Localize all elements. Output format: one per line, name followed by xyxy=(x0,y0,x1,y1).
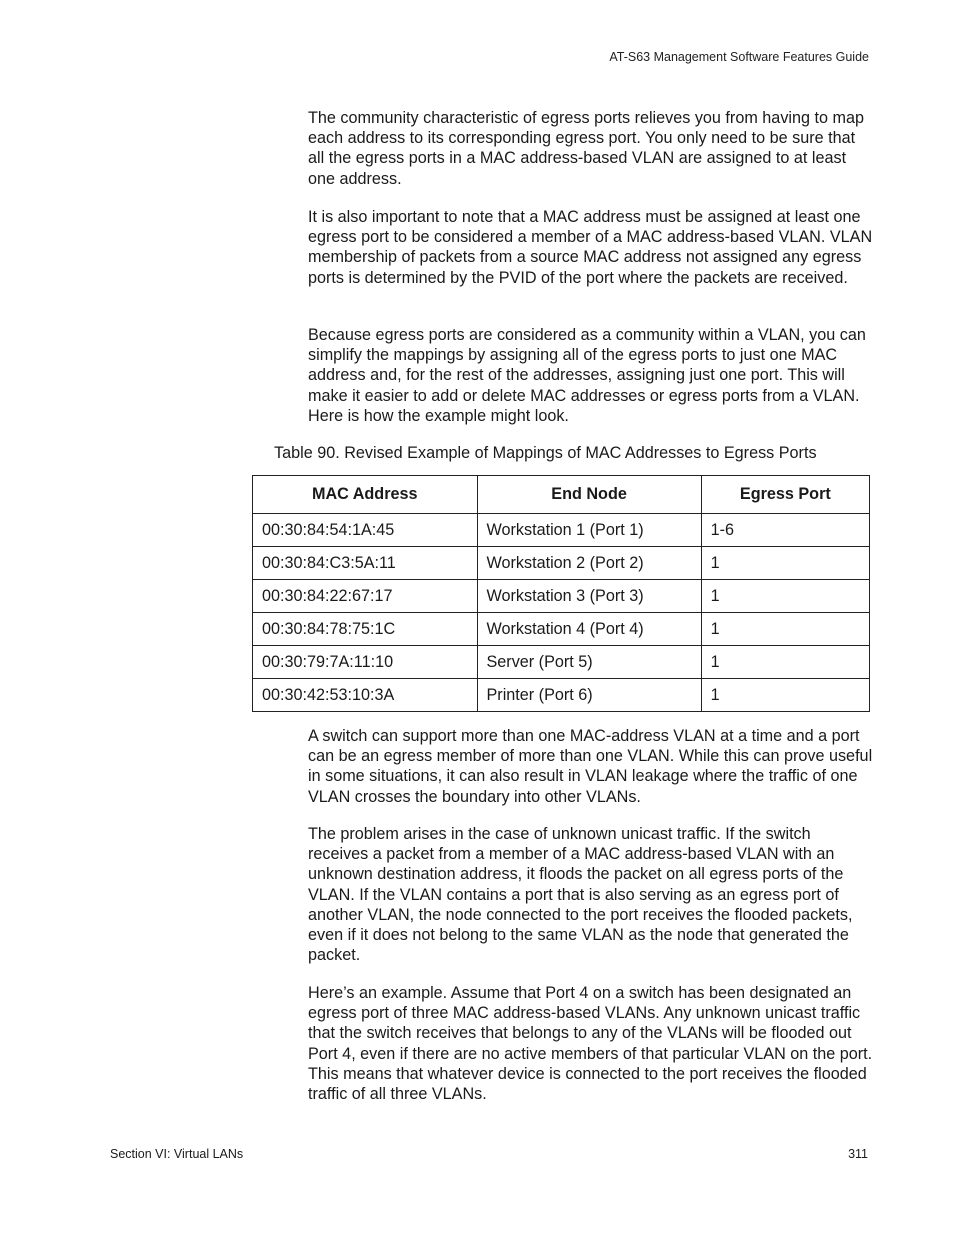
paragraph-example: Here’s an example. Assume that Port 4 on a switch has been designated an egress port of three MAC address-based VLANs. Any unknown unicast traffic that the switch receives that belongs to any of the VLANs will be flooded out Port 4, even if there are no active members of that particular VLAN on the port. This means that whatever device is connected to the port receives the flooded traffic of all three VLANs. xyxy=(308,984,873,1104)
table-cell: 00:30:84:78:75:1C xyxy=(253,613,478,646)
table-row xyxy=(253,613,870,646)
table-caption: Table 90. Revised Example of Mappings of MAC Addresses to Egress Ports xyxy=(274,444,817,462)
table-cell: 00:30:84:C3:5A:11 xyxy=(253,547,478,580)
table-cell: 1-6 xyxy=(701,514,869,547)
table-cell: 00:30:42:53:10:3A xyxy=(253,679,478,712)
table-cell: 1 xyxy=(701,613,869,646)
table-cell: 00:30:79:7A:11:10 xyxy=(253,646,478,679)
mac-mapping-table xyxy=(252,475,870,712)
table-cell: 1 xyxy=(701,547,869,580)
page-number: 311 xyxy=(848,1147,868,1161)
paragraph-mac-assignment: It is also important to note that a MAC address must be assigned at least one egress port to be considered a member of a MAC address-based VLAN. VLAN membership of packets from a source MAC address not assigned any egress ports is determined by the PVID of the port where the packets are received. xyxy=(308,208,873,287)
paragraph-unknown-unicast: The problem arises in the case of unknown unicast traffic. If the switch receives a packet from a member of a MAC address-based VLAN with an unknown destination address, it floods the packet on all egress ports of the VLAN. If the VLAN contains a port that is also serving as an egress port of another VLAN, the node connected to the port receives the flooded packets, even if it does not belong to the same VLAN as the node that generated the packet. xyxy=(308,825,853,965)
paragraph-multiple-vlans: A switch can support more than one MAC-address VLAN at a time and a port can be an egress member of more than one VLAN. While this can prove useful in some situations, it can also result in VLAN leakage where the traffic of one VLAN crosses the boundary into other VLANs. xyxy=(308,727,873,806)
paragraph-community: The community characteristic of egress ports relieves you from having to map each address to its corresponding egress port. You only need to be sure that all the egress ports in a MAC address-based VLAN are assigned to at least one address. xyxy=(308,109,864,188)
column-header: Egress Port xyxy=(701,476,869,514)
table-row xyxy=(253,547,870,580)
column-header: MAC Address xyxy=(253,476,478,514)
table-cell: 00:30:84:54:1A:45 xyxy=(253,514,478,547)
table-cell: Workstation 3 (Port 3) xyxy=(477,580,701,613)
table-row xyxy=(253,646,870,679)
table-cell: 1 xyxy=(701,679,869,712)
table-cell: Workstation 1 (Port 1) xyxy=(477,514,701,547)
table-row xyxy=(253,580,870,613)
table-row xyxy=(253,679,870,712)
table-cell: 00:30:84:22:67:17 xyxy=(253,580,478,613)
table-header-row xyxy=(253,476,870,514)
column-header: End Node xyxy=(477,476,701,514)
table-cell: Workstation 2 (Port 2) xyxy=(477,547,701,580)
table-cell: Server (Port 5) xyxy=(477,646,701,679)
table-cell: Printer (Port 6) xyxy=(477,679,701,712)
table-cell: 1 xyxy=(701,646,869,679)
running-header: AT-S63 Management Software Features Guide xyxy=(609,50,869,64)
footer-section: Section VI: Virtual LANs xyxy=(110,1147,244,1161)
table-row xyxy=(253,514,870,547)
table-cell: Workstation 4 (Port 4) xyxy=(477,613,701,646)
paragraph-simplify: Because egress ports are considered as a community within a VLAN, you can simplify the mappings by assigning all of the egress ports to just one MAC address and, for the rest of the addresses, assigning just one port. This will make it easier to add or delete MAC addresses or egress ports from a VLAN. Here is how the example might look. xyxy=(308,326,866,425)
table-cell: 1 xyxy=(701,580,869,613)
